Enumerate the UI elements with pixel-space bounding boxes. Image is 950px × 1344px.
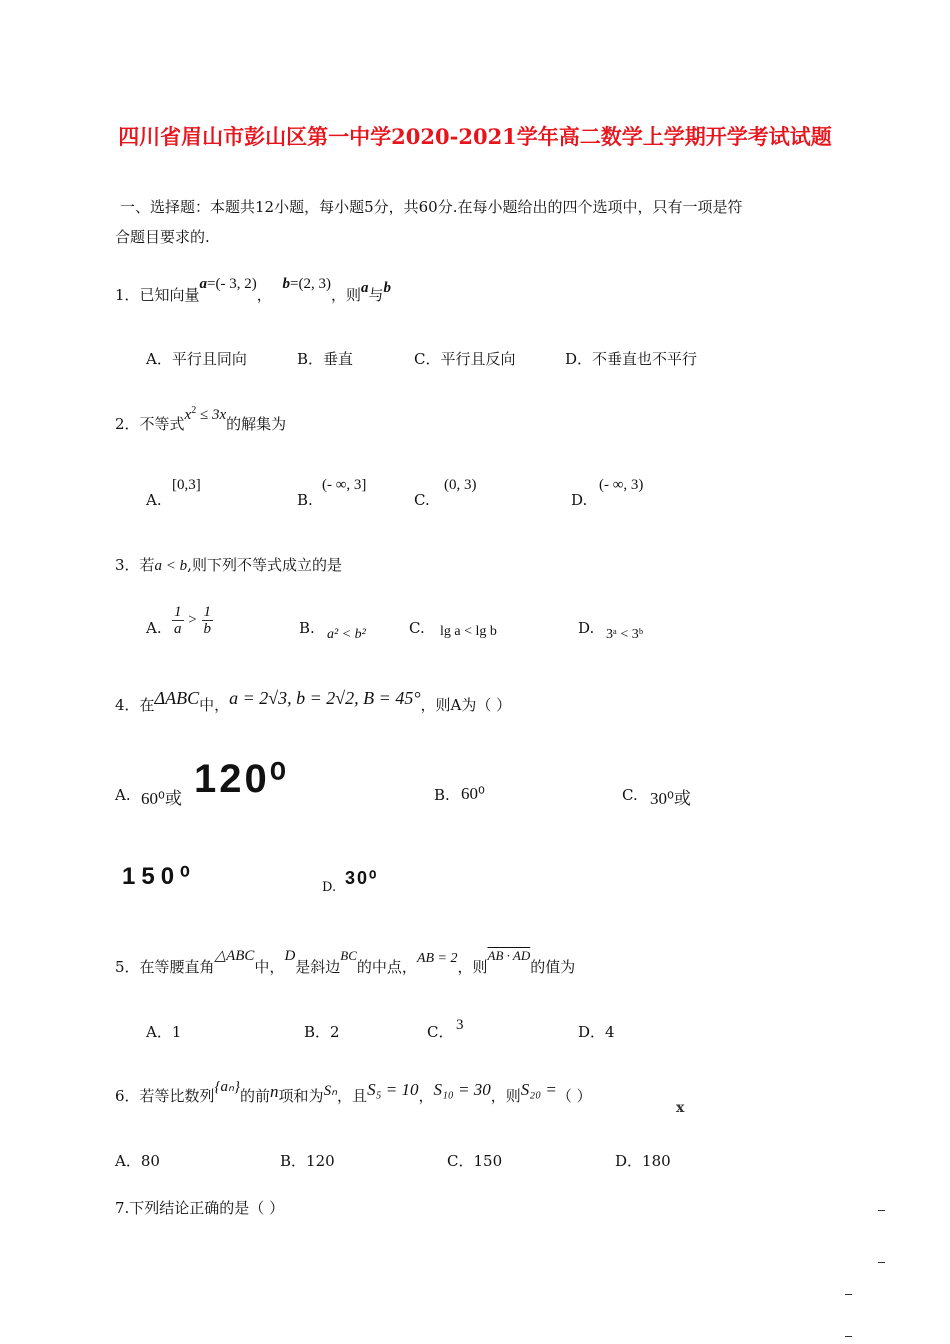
margin-dash: [878, 1262, 885, 1263]
q2-option-b-value: (- ∞, 3]: [322, 477, 367, 493]
q1-option-a[interactable]: A．平行且同向: [146, 350, 247, 368]
q6-stem: [115, 1079, 592, 1106]
q4-option-a-big: 120⁰: [194, 757, 289, 801]
q1-b-value: =(2, 3): [290, 276, 331, 292]
q6-comma: ，: [418, 1087, 434, 1105]
q6-option-d[interactable]: D．180: [615, 1152, 671, 1170]
section-intro-line2: 合题目要求的.: [115, 228, 210, 246]
q2-expr-sup: 2: [191, 405, 197, 416]
q6-option-b[interactable]: B．120: [280, 1152, 335, 1170]
q1-prefix: 1．已知向量: [115, 286, 200, 304]
q4-given: a = 2√3, b = 2√2, B = 45°: [229, 688, 421, 708]
q6-option-a[interactable]: A．80: [115, 1152, 160, 1170]
stray-mark-icon: ⅹ: [676, 1100, 685, 1116]
q4-suffix: ，则A为（ ）: [420, 696, 512, 714]
q4-option-c-big: 150⁰: [122, 863, 196, 890]
q2-expr-rest: ≤ 3x: [196, 407, 227, 423]
q4-option-a-label[interactable]: A.: [115, 786, 131, 804]
q4-option-d-value: 30⁰: [345, 868, 379, 888]
q3-option-b-label[interactable]: B.: [299, 619, 315, 637]
q4-option-b-label[interactable]: B.: [434, 786, 450, 804]
q3-option-a-expr: $\frac{1}{a}$ > $\frac{1}{b}$: [174, 604, 212, 637]
q1-vector-a-ref: a: [361, 280, 369, 296]
q6-mid4: ，则: [490, 1087, 521, 1105]
q5-option-a[interactable]: A．1: [146, 1023, 182, 1041]
q6-mid2: 项和为: [278, 1087, 324, 1105]
q3-stem: [115, 554, 342, 575]
q3-option-d-expr: 3ᵃ < 3ᵇ: [606, 627, 644, 642]
q1-with: 与: [368, 286, 384, 304]
q7-stem: 7.下列结论正确的是（ ）: [115, 1199, 285, 1217]
section-intro-line1: 一、选择题：本题共12小题，每小题5分，共60分.在每小题给出的四个选项中，只有一项是符: [120, 198, 743, 216]
q1-option-b[interactable]: B．垂直: [297, 350, 354, 368]
q2-stem: [115, 405, 287, 434]
q1-option-c[interactable]: C．平行且反向: [414, 350, 516, 368]
q3-option-c-expr: lg a < lg b: [440, 624, 497, 639]
q6-suffix: （ ）: [556, 1087, 592, 1105]
q5-option-c[interactable]: C．: [427, 1023, 454, 1041]
margin-dash: [845, 1294, 852, 1295]
margin-dash: [845, 1336, 852, 1337]
q6-sn: Sₙ: [323, 1083, 338, 1099]
q1-vector-b-ref: b: [383, 280, 392, 296]
q4-stem: [115, 688, 512, 715]
q1-vector-a: a: [199, 276, 208, 292]
q1-a-value: =(- 3, 2): [207, 276, 257, 292]
q4-option-b-value: 60⁰: [461, 784, 485, 803]
q6-s20: S₂₀ =: [520, 1080, 557, 1099]
q1-vector-b: b: [282, 276, 291, 292]
q3-option-c-label[interactable]: C.: [409, 619, 425, 637]
q3-option-a-label[interactable]: A.: [146, 619, 162, 637]
q5-mid2: 是斜边: [295, 958, 341, 976]
q2-option-b-label[interactable]: B.: [297, 491, 313, 509]
q6-s5: S₅ = 10: [367, 1080, 419, 1099]
q4-mid: 中，: [199, 696, 230, 714]
q3-option-d-label[interactable]: D.: [578, 619, 595, 637]
q5-ab: AB = 2: [416, 951, 458, 966]
q2-prefix: 2．不等式: [115, 415, 185, 433]
q2-option-d-label[interactable]: D.: [571, 491, 588, 509]
q1-sep: ，: [256, 286, 272, 304]
margin-dash: [878, 1210, 885, 1211]
page-title: 四川省眉山市彭山区第一中学2020-2021学年高二数学上学期开学考试试题: [118, 124, 832, 149]
q3-condition: a < b: [154, 558, 188, 574]
q4-option-c-label[interactable]: C.: [622, 786, 638, 804]
q4-prefix: 4．在: [115, 696, 155, 714]
q6-prefix: 6．若等比数列: [115, 1087, 215, 1105]
q2-option-a-value: [0,3]: [172, 477, 201, 493]
q5-option-b[interactable]: B．2: [304, 1023, 340, 1041]
q6-option-c[interactable]: C．150: [447, 1152, 503, 1170]
q1-option-d[interactable]: D．不垂直也不平行: [565, 350, 698, 368]
q3-suffix: ,则下列不等式成立的是: [187, 556, 342, 574]
q2-suffix: 的解集为: [226, 415, 287, 433]
q6-s10: S₁₀ = 30: [433, 1080, 491, 1099]
q1-then: ，则: [331, 286, 362, 304]
q3-prefix: 3．若: [115, 556, 155, 574]
q6-mid3: ，且: [337, 1087, 368, 1105]
q2-option-c-value: (0, 3): [444, 477, 477, 493]
q4-option-c-value: 30⁰或: [650, 789, 691, 808]
q5-option-c-value: 3: [456, 1017, 464, 1033]
q3-option-b-expr: a² < b²: [327, 627, 366, 642]
q5-prefix: 5．在等腰直角: [115, 958, 215, 976]
q1-stem: [115, 276, 392, 305]
q5-mid4: ，则: [457, 958, 488, 976]
q6-mid1: 的前: [240, 1087, 271, 1105]
q5-stem: [115, 948, 576, 977]
q5-dot-product: AB · AD: [487, 948, 531, 963]
q5-bc: BC: [340, 948, 357, 963]
q2-option-a-label[interactable]: A.: [146, 491, 162, 509]
q6-sequence: {aₙ}: [214, 1079, 241, 1095]
q5-triangle: △ABC: [214, 948, 255, 964]
q6-n: n: [270, 1082, 279, 1101]
q2-option-d-value: (- ∞, 3): [599, 477, 644, 493]
q2-expr-x: x: [184, 407, 192, 423]
q4-option-d-label[interactable]: D.: [322, 880, 337, 895]
q5-option-d[interactable]: D．4: [578, 1023, 615, 1041]
q5-mid1: 中，: [254, 958, 285, 976]
q2-option-c-label[interactable]: C.: [414, 491, 430, 509]
q4-option-a-value: 60⁰或: [141, 789, 182, 808]
q5-point-d: D: [284, 948, 296, 964]
q5-mid3: 的中点，: [356, 958, 417, 976]
q5-suffix: 的值为: [530, 958, 576, 976]
q4-triangle: ΔABC: [154, 688, 200, 708]
